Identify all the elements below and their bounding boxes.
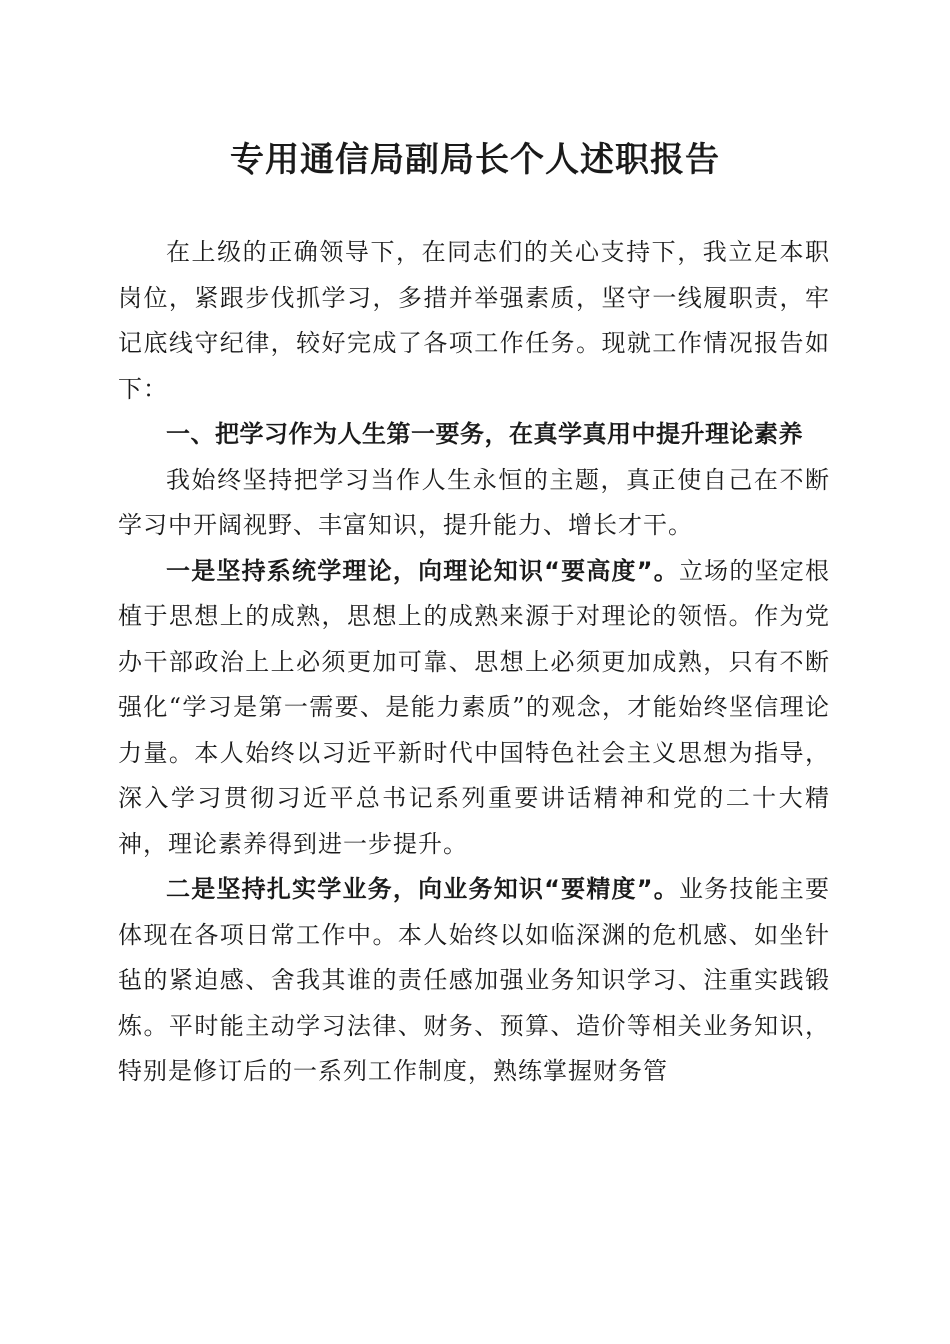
section-intro-paragraph: 我始终坚持把学习当作人生永恒的主题，真正使自己在不断学习中开阔视野、丰富知识，提升能力、增长才干。: [118, 465, 830, 539]
intro-paragraph: 在上级的正确领导下，在同志们的关心支持下，我立足本职岗位，紧跟步伐抓学习，多措并举强素质，坚守一线履职责，牢记底线守纪律，较好完成了各项工作任务。现就工作情况报告如下：: [118, 238, 830, 403]
section-heading-1: 一、把学习作为人生第一要务，在真学真用中提升理论素养: [166, 420, 803, 448]
document-title: 专用通信局副局长个人述职报告: [230, 140, 720, 180]
point-two-text: 业务技能主要体现在各项日常工作中。本人始终以如临深渊的危机感、如坐针毡的紧迫感、舍我其谁的责任感加强业务知识学习、注重实践锻炼。平时能主动学习法律、财务、预算、造价等相关业务知识，特别是修订后的一系列工作制度，熟练掌握财务管: [118, 875, 831, 1085]
point-one-lead: 一是坚持系统学理论，向理论知识“要高度”。: [166, 556, 679, 585]
document-body: [118, 230, 830, 1095]
point-one-text: 立场的坚定根植于思想上的成熟，思想上的成熟来源于对理论的领悟。作为党办干部政治上上必须更加可靠、思想上必须更加成熟，只有不断强化“学习是第一需要、是能力素质”的观念，才能始终坚信理论力量。本人始终以习近平新时代中国特色社会主义思想为指导，深入学习贯彻习近平总书记系列重要讲话精神和党的二十大精神，理论素养得到进一步提升。: [118, 556, 831, 858]
point-one-paragraph: [118, 549, 830, 868]
point-two-lead: 二是坚持扎实学业务，向业务知识“要精度”。: [166, 875, 679, 903]
point-two-paragraph: [118, 867, 830, 1095]
